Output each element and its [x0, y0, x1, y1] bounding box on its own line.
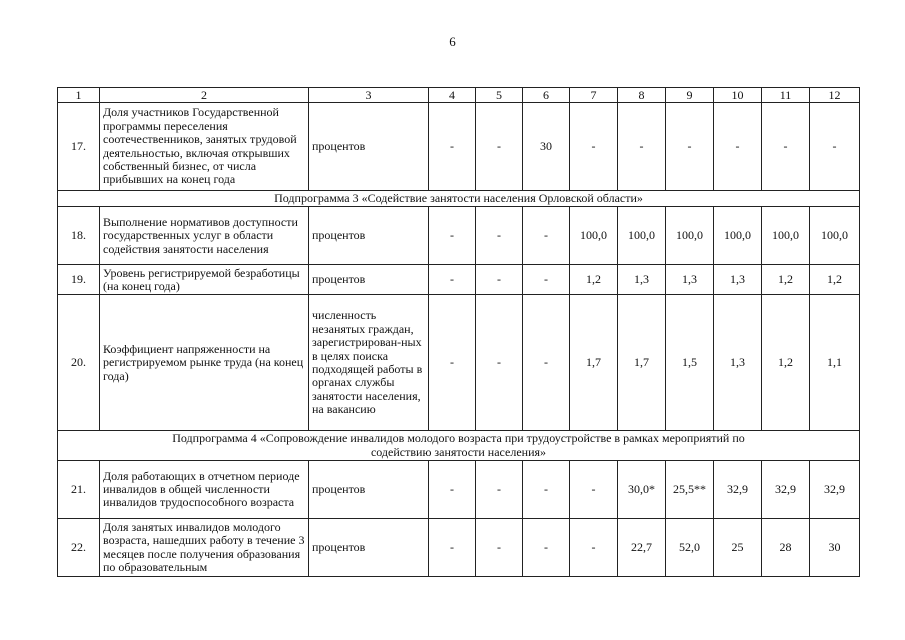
- row-number: 20.: [58, 295, 100, 431]
- value-cell: -: [714, 103, 762, 191]
- value-cell: 1,7: [570, 295, 618, 431]
- indicator-name: Выполнение нормативов доступности государственных услуг в области содействия занятости населения: [100, 207, 309, 265]
- value-cell: 28: [762, 519, 810, 577]
- value-cell: 1,7: [618, 295, 666, 431]
- header-cell: 9: [666, 88, 714, 103]
- value-cell: -: [523, 295, 570, 431]
- header-cell: 3: [309, 88, 429, 103]
- value-cell: -: [429, 461, 476, 519]
- value-cell: -: [523, 207, 570, 265]
- value-cell: -: [570, 103, 618, 191]
- row-number: 17.: [58, 103, 100, 191]
- page-number: 6: [449, 34, 456, 49]
- table-row: [58, 295, 860, 431]
- indicator-name: Доля участников Государственной программы переселения соотечественников, занятых трудовой деятельностью, включая открывших собственный бизнес, от числа прибывших на конец года: [100, 103, 309, 191]
- value-cell: -: [810, 103, 860, 191]
- subprogram-title: [58, 431, 860, 461]
- value-cell: 1,1: [810, 295, 860, 431]
- value-cell: -: [429, 295, 476, 431]
- value-cell: -: [476, 519, 523, 577]
- value-cell: 1,2: [762, 295, 810, 431]
- table-row: [58, 519, 860, 577]
- value-cell: 1,2: [762, 265, 810, 295]
- value-cell: 1,2: [570, 265, 618, 295]
- row-number: 19.: [58, 265, 100, 295]
- indicator-name: Коэффициент напряженности на регистрируемом рынке труда (на конец года): [100, 295, 309, 431]
- value-cell: 30,0*: [618, 461, 666, 519]
- value-cell: 1,3: [666, 265, 714, 295]
- value-cell: -: [523, 461, 570, 519]
- header-row: [58, 88, 860, 103]
- header-cell: 4: [429, 88, 476, 103]
- value-cell: -: [618, 103, 666, 191]
- unit: процентов: [309, 207, 429, 265]
- value-cell: -: [476, 461, 523, 519]
- unit: процентов: [309, 265, 429, 295]
- value-cell: 30: [810, 519, 860, 577]
- unit: численность незанятых граждан, зарегистрирован-ных в целях поиска подходящей работы в органах службы занятости населения, на вакансию: [309, 295, 429, 431]
- subprogram-row: [58, 191, 860, 207]
- header-cell: 12: [810, 88, 860, 103]
- indicator-name: Доля работающих в отчетном периоде инвалидов в общей численности инвалидов трудоспособного возраста: [100, 461, 309, 519]
- value-cell: 100,0: [714, 207, 762, 265]
- value-cell: 100,0: [666, 207, 714, 265]
- table-row: [58, 207, 860, 265]
- value-cell: 1,3: [618, 265, 666, 295]
- value-cell: -: [476, 207, 523, 265]
- value-cell: 25,5**: [666, 461, 714, 519]
- table-row: [58, 461, 860, 519]
- value-cell: 32,9: [810, 461, 860, 519]
- value-cell: 1,5: [666, 295, 714, 431]
- value-cell: 22,7: [618, 519, 666, 577]
- value-cell: -: [762, 103, 810, 191]
- value-cell: 100,0: [618, 207, 666, 265]
- header-cell: 8: [618, 88, 666, 103]
- value-cell: -: [476, 295, 523, 431]
- value-cell: 100,0: [570, 207, 618, 265]
- value-cell: -: [429, 207, 476, 265]
- value-cell: 100,0: [810, 207, 860, 265]
- value-cell: 1,3: [714, 265, 762, 295]
- value-cell: 32,9: [762, 461, 810, 519]
- header-cell: 1: [58, 88, 100, 103]
- indicator-name: Доля занятых инвалидов молодого возраста, нашедших работу в течение 3 месяцев после получения образования по образовательным: [100, 519, 309, 577]
- indicator-name: Уровень регистрируемой безработицы (на конец года): [100, 265, 309, 295]
- subprogram-row: [58, 431, 860, 461]
- value-cell: -: [570, 519, 618, 577]
- header-cell: 11: [762, 88, 810, 103]
- value-cell: 52,0: [666, 519, 714, 577]
- value-cell: 25: [714, 519, 762, 577]
- header-cell: 7: [570, 88, 618, 103]
- header-cell: 6: [523, 88, 570, 103]
- value-cell: 30: [523, 103, 570, 191]
- table-row: [58, 265, 860, 295]
- unit: процентов: [309, 461, 429, 519]
- table-row: [58, 103, 860, 191]
- value-cell: -: [429, 519, 476, 577]
- value-cell: -: [476, 265, 523, 295]
- value-cell: -: [523, 265, 570, 295]
- header-cell: 2: [100, 88, 309, 103]
- value-cell: -: [666, 103, 714, 191]
- value-cell: -: [476, 103, 523, 191]
- row-number: 21.: [58, 461, 100, 519]
- value-cell: -: [429, 265, 476, 295]
- subprogram-title-text: Подпрограмма 4 «Сопровождение инвалидов молодого возраста при трудоустройстве в рамках мероприятий по содействию занятости населения»: [172, 431, 745, 459]
- row-number: 22.: [58, 519, 100, 577]
- value-cell: 100,0: [762, 207, 810, 265]
- value-cell: 1,2: [810, 265, 860, 295]
- value-cell: -: [523, 519, 570, 577]
- subprogram-title: Подпрограмма 3 «Содействие занятости населения Орловской области»: [58, 191, 860, 207]
- unit: процентов: [309, 519, 429, 577]
- header-cell: 5: [476, 88, 523, 103]
- header-cell: 10: [714, 88, 762, 103]
- unit: процентов: [309, 103, 429, 191]
- indicators-table: [57, 87, 860, 577]
- value-cell: 32,9: [714, 461, 762, 519]
- value-cell: -: [570, 461, 618, 519]
- row-number: 18.: [58, 207, 100, 265]
- value-cell: -: [429, 103, 476, 191]
- value-cell: 1,3: [714, 295, 762, 431]
